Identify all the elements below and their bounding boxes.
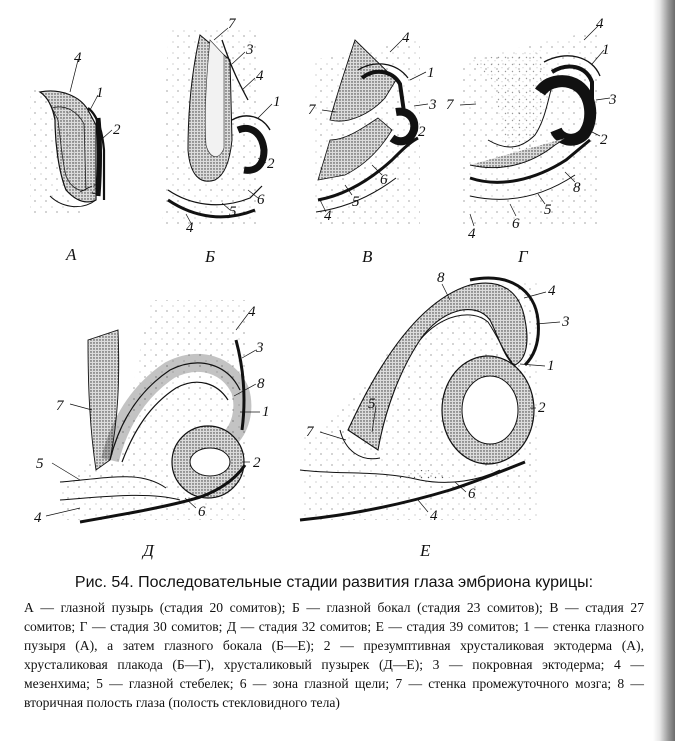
caption-body: А — глазной пузырь (стадия 20 сомитов); Б — глазной бокал (стадия 23 сомитов); В — стадия 27 сомитов; Г — стадия 30 сомитов; Д — стадия 32 сомитов; Е — стадия 39 сомитов; 1 — стенка глазного пузыря (А), а затем глазного бокала (Б—Е); 2 — презумптивная хрусталиковая эктодерма (А), хрусталиковая плакода (Б—Г), хрусталиковый пузырек (Д—Е); 3 — покровная эктодерма; 4 — мезенхима; 5 — глазной стебелек; 6 — зона глазной щели; 7 — стенка промежуточного мозга; 8 — вторичная полость глаза (полость стекловидного тела) (24, 600, 644, 710)
panel-e-label-1: 1 (547, 358, 555, 374)
panel-b-label-7: 7 (228, 16, 236, 32)
panel-v-label-4: 4 (402, 30, 410, 46)
panel-v-drawing (312, 40, 420, 225)
panel-d-drawing (60, 300, 245, 522)
panel-d-label-2: 2 (253, 455, 261, 471)
panel-e-label-5: 5 (368, 396, 376, 412)
panel-a-title: А (66, 245, 77, 264)
panel-g-title: Г (518, 247, 528, 266)
panel-e-label-4: 4 (548, 283, 556, 299)
panel-d-label-6: 6 (198, 504, 206, 520)
panel-g-label-4b: 4 (468, 226, 476, 242)
panel-b-label-6: 6 (257, 192, 265, 208)
panel-e-label-3: 3 (562, 314, 570, 330)
panel-v-label-5: 5 (352, 194, 360, 210)
panel-g-label-6: 6 (512, 216, 520, 232)
panel-d-label-8: 8 (257, 376, 265, 392)
panel-v-label-1: 1 (427, 65, 435, 81)
page-binding-edge (653, 0, 675, 741)
panel-d-label-1: 1 (262, 404, 270, 420)
panel-g-label-4: 4 (596, 16, 604, 32)
panel-v-label-3: 3 (429, 97, 437, 113)
panel-e-label-2: 2 (538, 400, 546, 416)
panel-g-label-8: 8 (573, 180, 581, 196)
panel-d-label-7: 7 (56, 398, 64, 414)
panel-b-label-3: 3 (246, 42, 254, 58)
panel-a-label-3: 3 (92, 182, 100, 198)
panel-e-label-8: 8 (437, 270, 445, 286)
panel-e-label-4b: 4 (430, 508, 438, 524)
panel-g-label-3: 3 (609, 92, 617, 108)
panel-v-title: В (362, 247, 373, 266)
caption-title: Рис. 54. Последовательные стадии развития глаза эмбриона курицы: (74, 574, 594, 591)
panel-b-label-1: 1 (273, 94, 281, 110)
panel-v-label-6: 6 (380, 172, 388, 188)
panel-g-label-5: 5 (544, 202, 552, 218)
panel-e-label-7: 7 (306, 424, 314, 440)
figure-caption (24, 574, 644, 712)
panel-a-label-1: 1 (96, 85, 104, 101)
panel-v-label-4b: 4 (324, 208, 332, 224)
panel-v-label-7: 7 (308, 102, 316, 118)
panel-e-drawing (300, 278, 540, 520)
panel-d-label-5: 5 (36, 456, 44, 472)
panel-b-label-4: 4 (256, 68, 264, 84)
panel-b-label-2: 2 (267, 156, 275, 172)
panel-e-title: Е (420, 541, 431, 560)
panel-d-label-3: 3 (256, 340, 264, 356)
panel-g-label-2: 2 (600, 132, 608, 148)
panel-g-label-7: 7 (446, 97, 454, 113)
panel-v-label-2: 2 (418, 124, 426, 140)
panel-a-label-2: 2 (113, 122, 121, 138)
panel-b-title: Б (205, 247, 216, 266)
panel-d-label-4: 4 (248, 304, 256, 320)
panel-b-drawing (162, 30, 270, 228)
panel-b-label-5: 5 (229, 204, 237, 220)
panel-e-label-6: 6 (468, 486, 476, 502)
panel-d-title: Д (143, 541, 154, 560)
panel-b-label-4b: 4 (186, 220, 194, 236)
panel-a-label-4: 4 (74, 50, 82, 66)
panel-g-label-1: 1 (602, 42, 610, 58)
panel-d-label-4b: 4 (34, 510, 42, 526)
